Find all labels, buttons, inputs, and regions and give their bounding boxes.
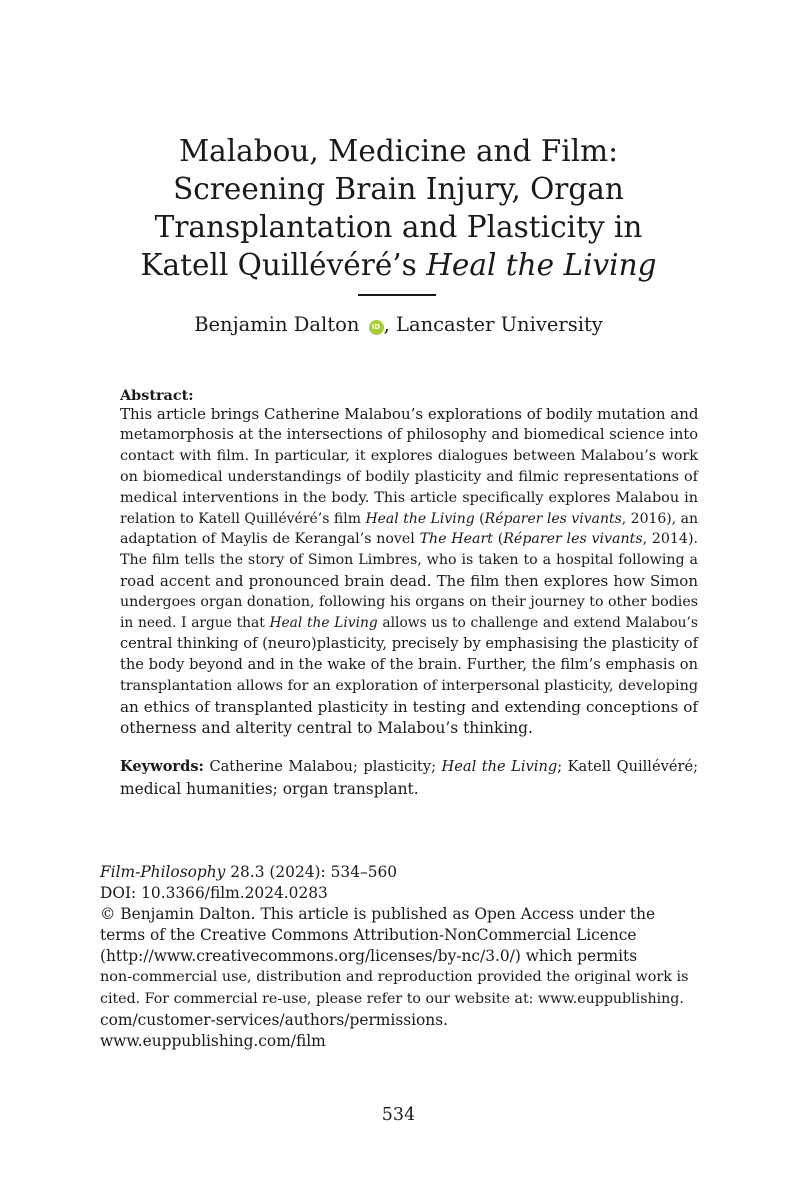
keywords-film-name: Heal the Living <box>441 758 558 775</box>
title-line-1: Malabou, Medicine and Film: <box>178 134 619 168</box>
orcid-icon[interactable]: iD <box>369 320 384 335</box>
keywords-line-2: medical humanities; organ transplant. <box>120 780 419 798</box>
abstract-line <box>120 718 698 739</box>
license-line-6[interactable]: com/customer-services/authors/permissions. <box>100 1010 449 1029</box>
article-title <box>100 132 697 284</box>
abstract-line <box>120 592 698 613</box>
keywords-part-b: ; Katell Quillévéré; <box>557 758 699 775</box>
abstract-line <box>120 509 698 530</box>
website-link[interactable]: www.euppublishing.com/film <box>100 1031 326 1050</box>
abstract-line <box>120 488 698 509</box>
abstract-italic-title: Réparer les vivants <box>484 510 622 527</box>
keywords-label: Keywords: <box>120 758 204 775</box>
keywords-section <box>120 755 698 801</box>
abstract-line <box>120 425 698 446</box>
citation-line <box>100 862 690 883</box>
abstract-italic-title: Heal the Living <box>269 615 378 632</box>
title-line-3: Transplantation and Plasticity in <box>154 210 643 244</box>
abstract-line <box>120 550 698 571</box>
abstract-text: otherness and alterity central to Malabou’s thinking. <box>120 718 533 737</box>
abstract-line <box>120 571 698 592</box>
doi-line[interactable]: DOI: 10.3366/film.2024.0283 <box>100 884 328 903</box>
abstract-line <box>120 697 698 718</box>
byline <box>100 310 697 340</box>
abstract-text: relation to Katell Quillévéré’s film <box>120 510 366 527</box>
title-divider <box>358 294 436 296</box>
author-name: Benjamin Dalton <box>194 313 360 336</box>
abstract-text: adaptation of Maylis de Kerangal’s novel <box>120 531 420 548</box>
page-number: 534 <box>381 1105 416 1125</box>
license-line-1: © Benjamin Dalton. This article is published as Open Access under the <box>100 905 656 924</box>
abstract-text: on biomedical understandings of bodily plasticity and filmic representations of <box>120 468 698 485</box>
abstract-text: the body beyond and in the wake of the brain. Further, the film’s emphasis on <box>120 655 698 673</box>
abstract-line <box>120 446 698 467</box>
abstract-text: The film tells the story of Simon Limbres, who is taken to a hospital following a <box>120 552 698 569</box>
title-line-4-prefix: Katell Quillévéré’s <box>140 248 427 282</box>
license-line-4: non-commercial use, distribution and reproduction provided the original work is <box>100 969 689 986</box>
citation-details: 28.3 (2024): 534–560 <box>225 863 398 881</box>
abstract-line <box>120 676 698 697</box>
abstract-line <box>120 529 698 550</box>
abstract-line <box>120 404 698 425</box>
abstract-text: ( <box>492 531 504 548</box>
abstract-text: undergoes organ donation, following his organs on their journey to other bodies <box>120 594 699 611</box>
license-line-2: terms of the Creative Commons Attribution-NonCommercial Licence <box>100 926 637 945</box>
license-line-3[interactable]: (http://www.creativecommons.org/licenses/by-nc/3.0/) which permits <box>100 947 638 966</box>
title-line-2: Screening Brain Injury, Organ <box>173 172 624 206</box>
abstract-text: central thinking of (neuro)plasticity, precisely by emphasising the plasticity of <box>120 634 699 652</box>
title-film-name: Heal the Living <box>426 248 657 282</box>
abstract-text: ( <box>474 510 485 527</box>
journal-name: Film-Philosophy <box>100 863 226 881</box>
abstract-text: This article brings Catherine Malabou’s explorations of bodily mutation and <box>120 405 699 423</box>
abstract-body <box>120 404 698 739</box>
abstract-line <box>120 634 698 655</box>
abstract-label: Abstract: <box>120 387 194 404</box>
abstract-text: in need. I argue that <box>120 615 270 632</box>
abstract-text: allows us to challenge and extend Malabou’s <box>377 615 699 632</box>
abstract-line <box>120 655 698 676</box>
abstract-italic-title: Réparer les vivants <box>503 531 643 548</box>
author-affiliation: , Lancaster University <box>383 313 603 336</box>
abstract-line <box>120 613 698 634</box>
abstract-line <box>120 467 698 488</box>
abstract-italic-title: Heal the Living <box>365 510 475 527</box>
abstract-text: , 2016), an <box>621 510 699 527</box>
abstract-italic-title: The Heart <box>419 531 493 548</box>
abstract-text: contact with film. In particular, it explores dialogues between Malabou’s work <box>120 447 698 464</box>
title-line-4 <box>100 246 697 284</box>
abstract-text: transplantation allows for an exploration of interpersonal plasticity, developing <box>120 677 699 694</box>
abstract-text: an ethics of transplanted plasticity in testing and extending conceptions of <box>120 697 698 716</box>
license-line-5[interactable]: cited. For commercial re-use, please refer to our website at: www.euppublishing. <box>100 990 684 1007</box>
publication-info <box>100 862 690 1052</box>
keywords-line-1 <box>120 755 698 778</box>
abstract-text: road accent and pronounced brain dead. The film then explores how Simon <box>120 572 698 591</box>
abstract-text: , 2014). <box>642 531 698 548</box>
abstract-text: metamorphosis at the intersections of philosophy and biomedical science into <box>120 425 698 443</box>
abstract-text: medical interventions in the body. This article specifically explores Malabou in <box>120 489 698 506</box>
keywords-part-a: Catherine Malabou; plasticity; <box>203 758 442 775</box>
